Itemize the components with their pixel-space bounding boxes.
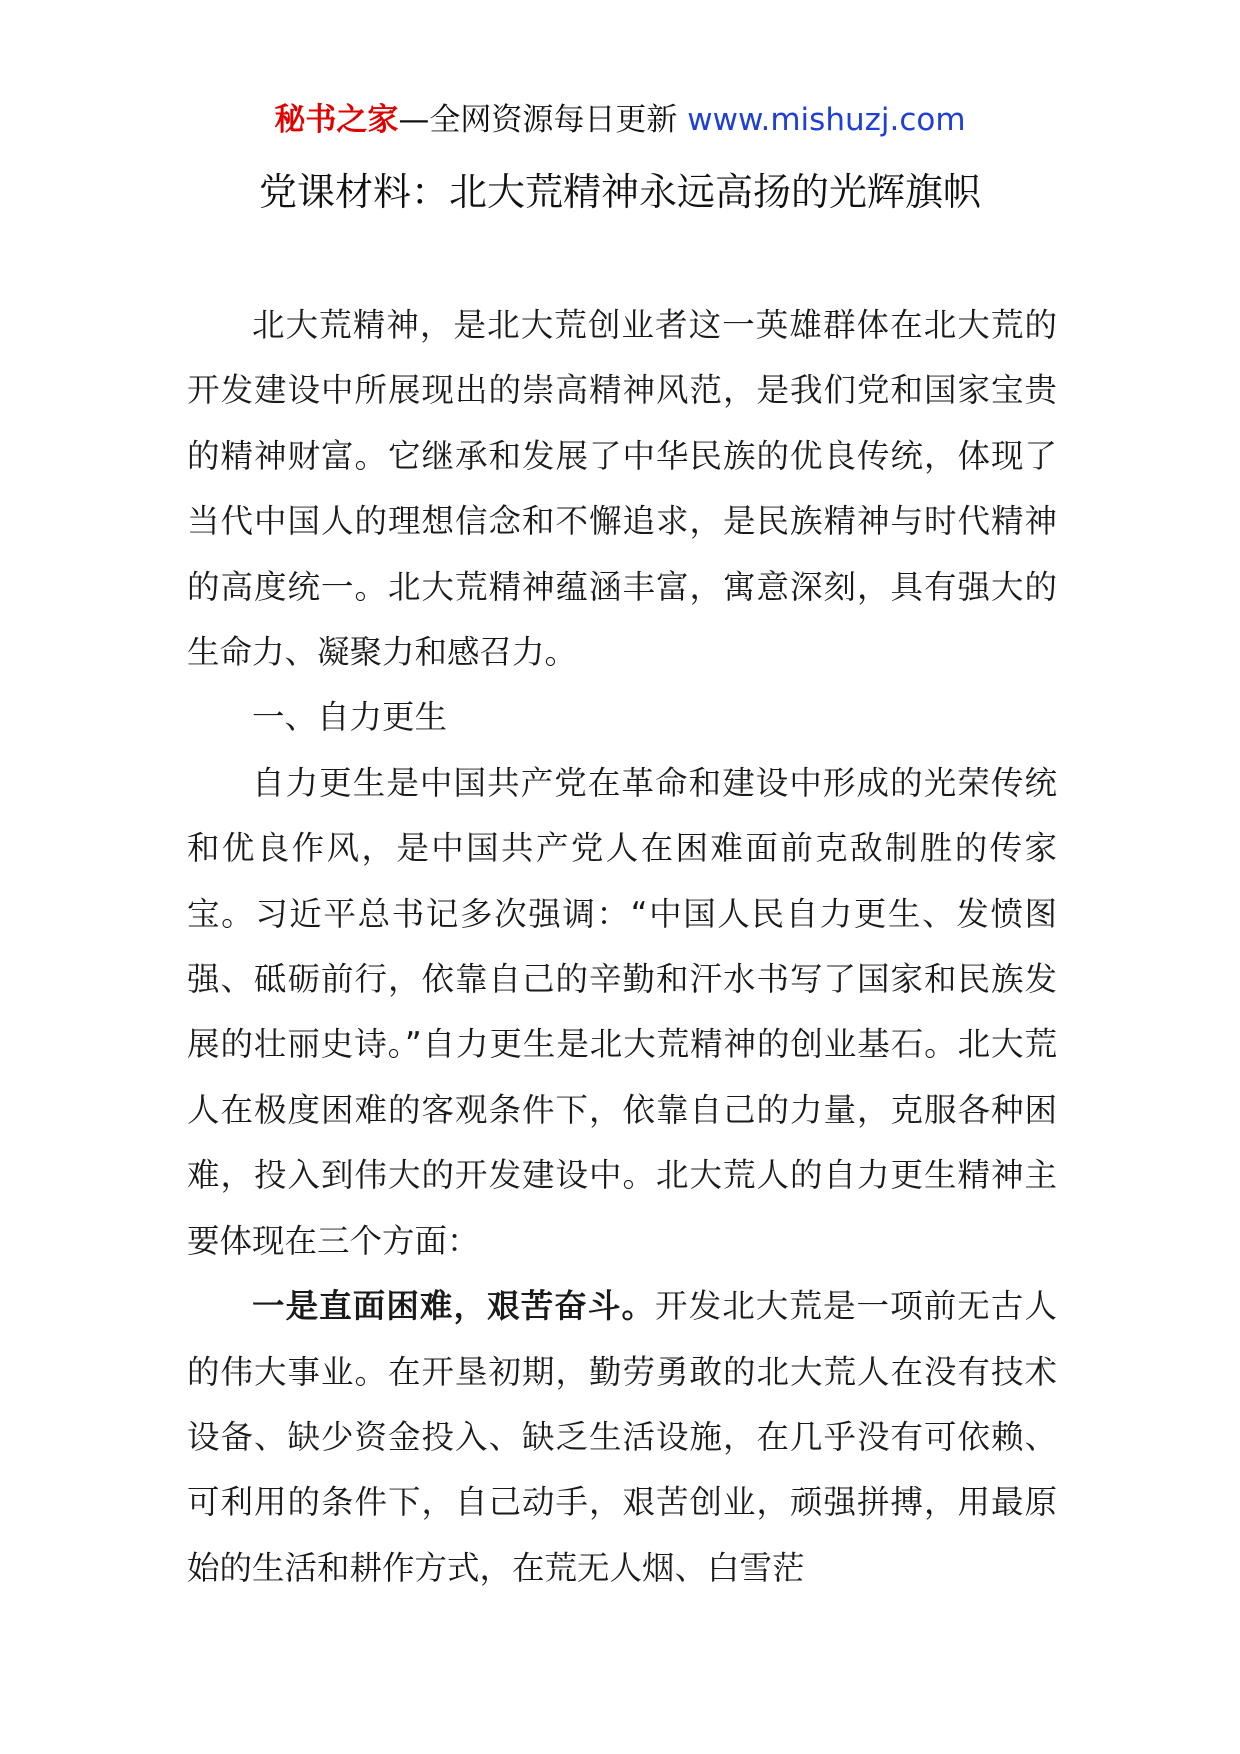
site-header (0, 98, 1240, 142)
brand-name: 秘书之家 (274, 102, 399, 138)
point-text: 开发北大荒是一项前无古人的伟大事业。在开垦初期，勤劳勇敢的北大荒人在没有技术设备、缺少资金投入、缺乏生活设施，在几乎没有可依赖、可利用的条件下，自己动手，艰苦创业，顽强拼搏，用最原始的生活和耕作方式，在荒无人烟、白雪茫 (187, 1287, 1057, 1587)
point-lead: 一是直面困难，艰苦奋斗。 (252, 1287, 656, 1326)
intro-paragraph: 北大荒精神，是北大荒创业者这一英雄群体在北大荒的开发建设中所展现出的崇高精神风范，是我们党和国家宝贵的精神财富。它继承和发展了中华民族的优良传统，体现了当代中国人的理想信念和不懈追求，是民族精神与时代精神的高度统一。北大荒精神蕴涵丰富，寓意深刻，具有强大的生命力、凝聚力和感召力。 (187, 306, 1057, 672)
document-body (187, 293, 1057, 1601)
point-paragraph (187, 1274, 1057, 1601)
site-url: www.mishuzj.com (687, 102, 966, 138)
section-paragraph: 自力更生是中国共产党在革命和建设中形成的光荣传统和优良作风，是中国共产党人在困难面前克敌制胜的传家宝。习近平总书记多次强调：“中国人民自力更生、发愤图强、砥砺前行，依靠自己的辛勤和汗水书写了国家和民族发展的壮丽史诗。”自力更生是北大荒精神的创业基石。北大荒人在极度困难的客观条件下，依靠自己的力量，克服各种困难，投入到伟大的开发建设中。北大荒人的自力更生精神主要体现在三个方面： (187, 763, 1057, 1260)
section-heading: 一、自力更生 (252, 698, 448, 737)
document-title: 党课材料：北大荒精神永远高扬的光辉旗帜 (258, 170, 981, 214)
header-slogan: —全网资源每日更新 (398, 102, 688, 138)
